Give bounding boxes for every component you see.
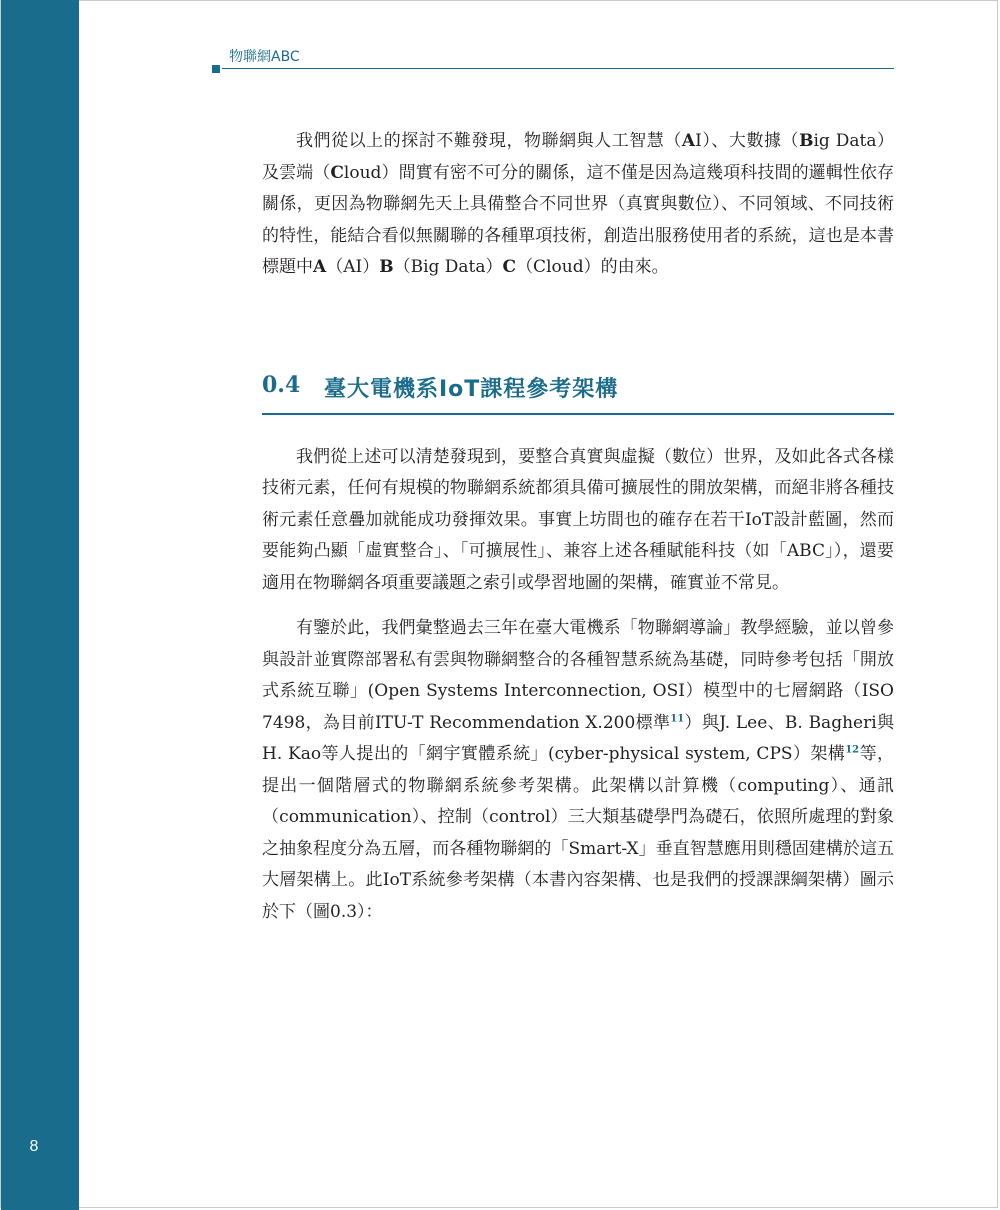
body-paragraph-2: [262, 613, 894, 928]
text-run: loud）間實有密不可分的關係，這不僅是因為這幾項科技間的邏輯性依存關係，更因為物聯網先天上具備整合不同世界（真實與數位）、不同領域、不同技術的特性，能結合看似無關聯的各種單項技術，創造出服務使用者的系統，這也是本書標題中: [262, 162, 894, 277]
running-head-marker: [212, 65, 220, 73]
text-run: （Big Data）: [393, 257, 503, 277]
page-number: 8: [29, 1138, 39, 1155]
running-head: 物聯網ABC: [229, 49, 300, 65]
bold-letter: C: [502, 257, 517, 277]
text-run: 有鑒於此，我們彙整過去三年在臺大電機系「物聯網導論」教學經驗，並以曾參與設計並實際部署私有雲與物聯網整合的各種智慧系統為基礎，同時參考包括「開放式系統互聯」(Open Systems Interconnection, OSI）模型中的七層網路（ISO 7498，為目前ITU-T Recommendation X.200標準: [262, 618, 894, 733]
footnote-ref: 12: [845, 744, 860, 756]
text-run: I）、大數據（: [695, 131, 800, 151]
text-run: （Cloud）的由來。: [516, 257, 669, 277]
intro-paragraph: [262, 126, 894, 284]
footnote-ref: 11: [670, 712, 685, 724]
text-run: 等，提出一個階層式的物聯網系統參考架構。此架構以計算機（computing）、通訊（communication）、控制（control）三大類基礎學門為礎石，依照所處理的對象之抽象程度分為五層，而各種物聯網的「Smart-X」垂直智慧應用則穩固建構於這五大層架構上。此IoT系統參考架構（本書內容架構、也是我們的授課課綱架構）圖示於下（圖0.3）：: [262, 744, 894, 922]
bold-letter: B: [799, 131, 814, 151]
text-run: ig Data）及雲端（: [262, 131, 894, 183]
text-run: （AI）: [326, 257, 380, 277]
bold-letter: B: [379, 257, 394, 277]
section-body: [262, 442, 894, 929]
section-heading: [262, 365, 894, 415]
bold-letter: A: [313, 257, 327, 277]
section-number: 0.4: [262, 371, 301, 398]
bold-letter: A: [681, 131, 696, 151]
bold-letter: C: [330, 162, 344, 183]
text-run: 我們從以上的探討不難發現，物聯網與人工智慧（: [296, 131, 682, 151]
side-color-bar: [1, 0, 79, 1210]
running-head-rule: [222, 68, 894, 69]
text-run: ）與J. Lee、B. Bagheri與 H. Kao等人提出的「網宇實體系統」(cyber-physical system, CPS）架構: [262, 712, 894, 764]
body-paragraph-1: 我們從上述可以清楚發現到，要整合真實與虛擬（數位）世界，及如此各式各樣技術元素，任何有規模的物聯網系統都須具備可擴展性的開放架構，而絕非將各種技術元素任意疊加就能成功發揮效果。事實上坊間也的確存在若干IoT設計藍圖，然而要能夠凸顯「虛實整合」、「可擴展性」、兼容上述各種賦能科技（如「ABC」），還要適用在物聯網各項重要議題之索引或學習地圖的架構，確實並不常見。: [262, 446, 894, 593]
section-title: 臺大電機系IoT課程參考架構: [324, 376, 619, 402]
main-content: [262, 126, 894, 928]
